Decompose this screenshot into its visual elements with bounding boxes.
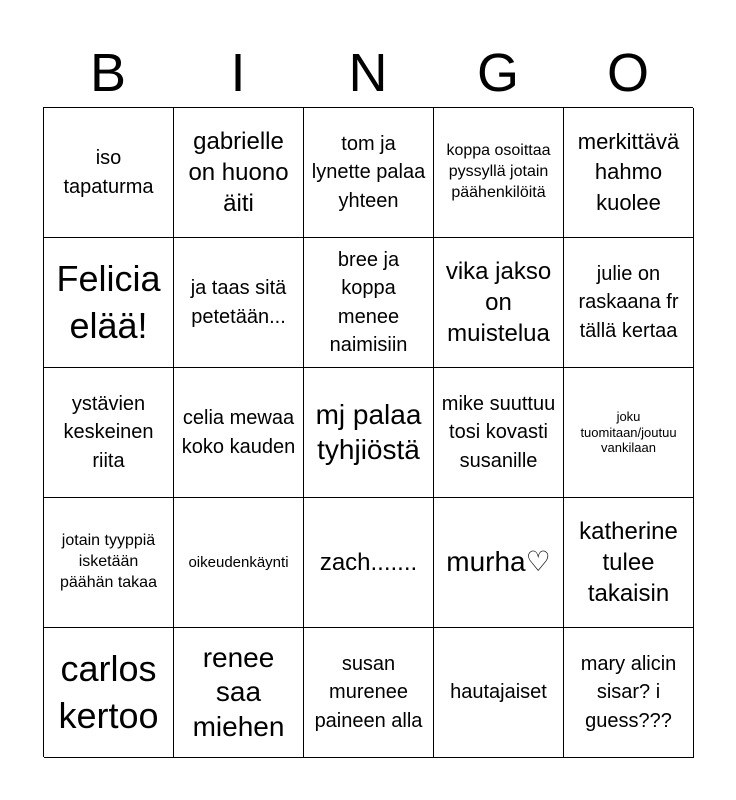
cell-text: mike suuttuu tosi kovasti susanille [441,392,556,472]
bingo-cell[interactable] [434,108,564,238]
cell-text: celia mewaa koko kauden [181,407,296,458]
cell-text: zach....... [319,548,418,576]
cell-text: hautajaiset [450,681,547,704]
bingo-cell[interactable] [564,628,694,758]
bingo-cell[interactable] [44,498,174,628]
cell-text: Felicia elää! [56,257,161,346]
bingo-cell[interactable] [434,368,564,498]
cell-text: julie on raskaana fr tällä kertaa [578,262,679,342]
bingo-cell[interactable] [44,628,174,758]
bingo-cell[interactable] [304,498,434,628]
cell-text: gabrielle on huono äiti [188,127,289,218]
cell-text: bree ja koppa menee naimisiin [329,248,408,356]
bingo-cell[interactable] [304,628,434,758]
bingo-cell[interactable] [174,628,304,758]
bingo-cell[interactable] [174,238,304,368]
header-letter-i: I [230,43,246,103]
cell-text: murha♡ [446,546,551,578]
bingo-cell[interactable] [44,368,174,498]
cell-text: merkittävä hahmo kuolee [577,128,680,215]
bingo-cell[interactable] [174,368,304,498]
bingo-cell[interactable] [44,108,174,238]
header-letter-g: G [476,43,519,103]
cell-text: susan murenee paineen alla [314,652,423,732]
bingo-header [43,40,693,106]
cell-text: katherine tulee takaisin [579,517,678,608]
cell-text: ystävien keskeinen riita [63,392,154,472]
bingo-cell[interactable] [304,238,434,368]
cell-text: tom ja lynette palaa yhteen [311,132,426,212]
header-letter-o: O [606,43,649,103]
cell-text: ja taas sitä petetään... [190,277,287,328]
bingo-cell[interactable] [304,108,434,238]
cell-text: oikeudenkäynti [188,554,289,571]
bingo-cell[interactable] [564,368,694,498]
cell-text: vika jakso on muistelua [445,257,552,348]
bingo-cell[interactable] [174,108,304,238]
header-letter-b: B [89,43,127,103]
cell-text: joku tuomitaan/joutuu vankilaan [580,409,677,456]
cell-text: renee saa miehen [192,642,285,742]
bingo-board [43,107,693,757]
bingo-cell[interactable] [304,368,434,498]
cell-text: carlos kertoo [58,647,159,736]
cell-text: mj palaa tyhjiöstä [315,399,422,465]
bingo-cell[interactable] [564,108,694,238]
bingo-cell[interactable] [434,628,564,758]
header-letter-n: N [348,43,388,103]
bingo-cell[interactable] [564,498,694,628]
cell-text: iso tapaturma [63,147,154,198]
bingo-cell[interactable] [564,238,694,368]
cell-text: koppa osoittaa pyssyllä jotain päähenkilöitä [446,142,551,201]
bingo-cell[interactable] [434,498,564,628]
cell-text: mary alicin sisar? i guess??? [580,652,677,732]
bingo-cell[interactable] [434,238,564,368]
bingo-cell[interactable] [174,498,304,628]
cell-text: jotain tyyppiä isketään päähän takaa [60,532,157,591]
bingo-cell[interactable] [44,238,174,368]
